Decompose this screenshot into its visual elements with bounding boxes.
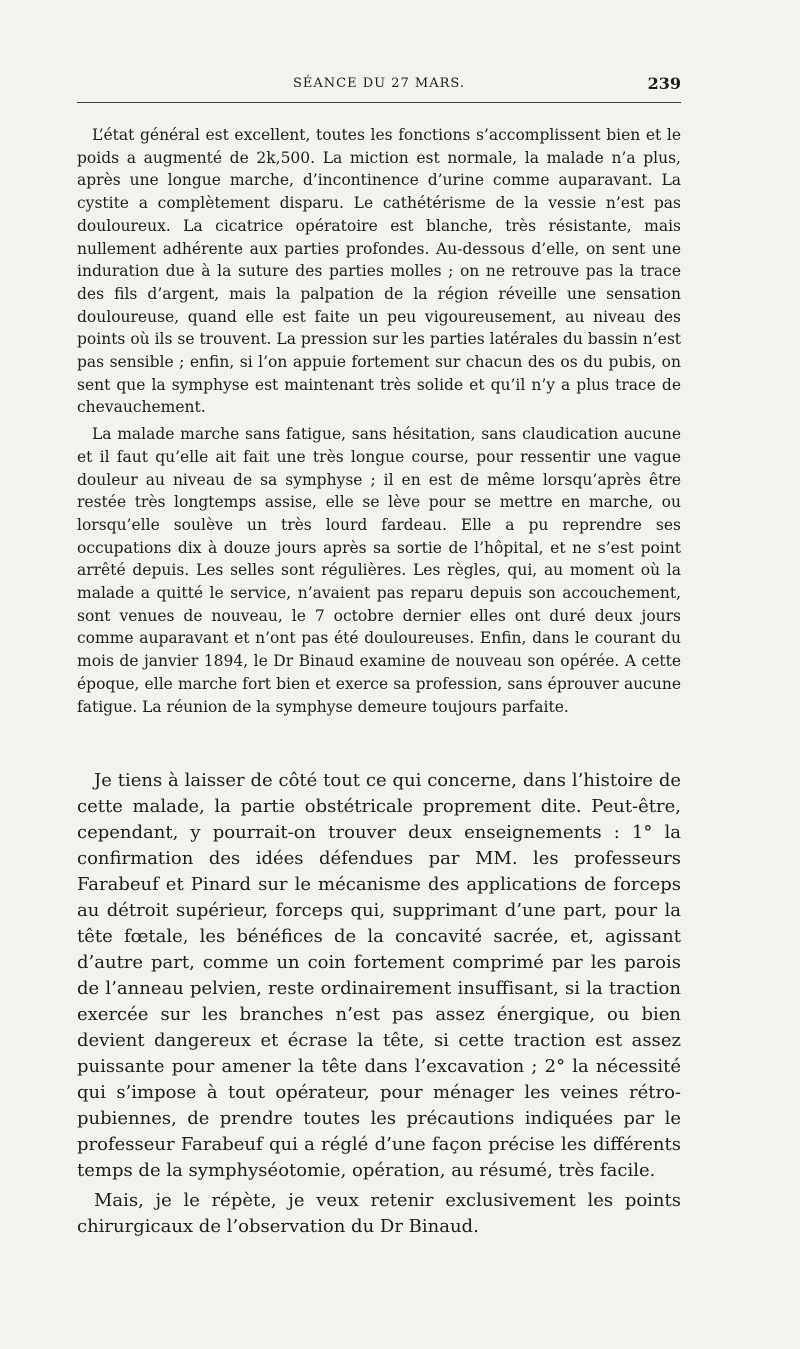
case-report-text (77, 124, 681, 718)
header-rule (77, 102, 681, 103)
running-title: SÉANCE DU 27 MARS. (293, 76, 465, 91)
paragraph: Je tiens à laisser de côté tout ce qui concerne, dans l’histoire de cette malade, la partie obstétricale proprement dite. Peut-être, cependant, y pourrait-on trouver deux enseignements : 1° la confirmation des idées défendues par MM. les professeurs Farabeuf et Pinard sur le mécanisme des applications de forceps au détroit supérieur, forceps qui, supprimant d’une part, pour la tête fœtale, les bénéfices de la concavité sacrée, et, agissant d’autre part, comme un coin fortement comprimé par les parois de l’anneau pelvien, reste ordinairement insuffisant, si la traction exercée sur les branches n’est pas assez énergique, ou bien devient dangereux et écrase la tête, si cette traction est assez puissante pour amener la tête dans l’excavation ; 2° la nécessité qui s’impose à tout opérateur, pour ménager les veines rétro-pubiennes, de prendre toutes les précautions indiquées par le professeur Farabeuf qui a réglé d’une façon précise les différents temps de la symphyséotomie, opération, au résumé, très facile. (77, 770, 681, 1181)
paragraph: La malade marche sans fatigue, sans hésitation, sans claudication aucune et il faut qu’elle ait fait une très longue course, pour ressentir une vague douleur au niveau de sa symphyse ; il en est de même lorsqu’après être restée très longtemps assise, elle se lève pour se mettre en marche, ou lorsqu’elle soulève un très lourd fardeau. Elle a pu reprendre ses occupations dix à douze jours après sa sortie de l’hôpital, et ne s’est point arrêté depuis. Les selles sont régulières. Les règles, qui, au moment où la malade a quitté le service, n’avaient pas reparu depuis son accouchement, sont venues de nouveau, le 7 octobre dernier elles ont duré deux jours comme auparavant et n’ont pas été douloureuses. Enfin, dans le courant du mois de janvier 1894, le Dr Binaud examine de nouveau son opérée. A cette époque, elle marche fort bien et exerce sa profession, sans éprouver aucune fatigue. La réunion de la symphyse demeure toujours parfaite. (77, 425, 681, 716)
paragraph: L’état général est excellent, toutes les fonctions s’accomplissent bien et le poids a augmenté de 2k,500. La miction est normale, la malade n’a plus, après une longue marche, d’incontinence d’urine comme auparavant. La cystite a complètement disparu. Le cathétérisme de la vessie n’est pas douloureux. La cicatrice opératoire est blanche, très résistante, mais nullement adhérente aux parties profondes. Au-dessous d’elle, on sent une induration due à la suture des parties molles ; on ne retrouve pas la trace des fils d’argent, mais la palpation de la région réveille une sensation douloureuse, quand elle est faite un peu vigoureusement, au niveau des points où ils se trouvent. La pression sur les parties latérales du bassin n’est pas sensible ; enfin, si l’on appuie fortement sur chacun des os du pubis, on sent que la symphyse est maintenant très solide et qu’il n’y a plus trace de chevauchement. (77, 126, 681, 417)
page-number: 239 (647, 74, 681, 93)
paragraph: Mais, je le répète, je veux retenir exclusivement les points chirurgicaux de l’observation du Dr Binaud. (77, 1190, 681, 1237)
commentary-text (77, 768, 681, 1240)
page-header (77, 74, 681, 98)
